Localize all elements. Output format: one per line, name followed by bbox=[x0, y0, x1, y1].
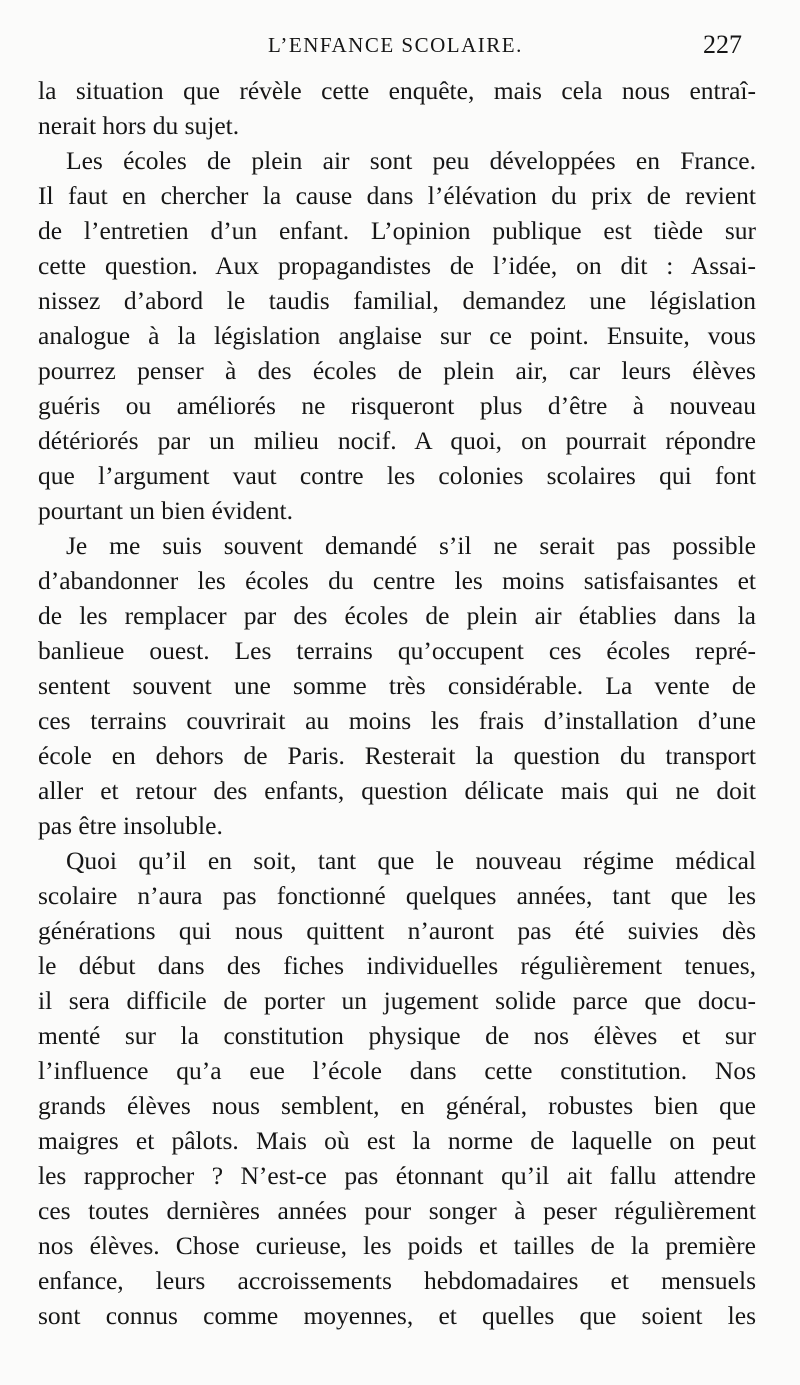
text-line: nissez d’abord le taudis familial, demandez une législation bbox=[38, 286, 756, 315]
text-line: sont connus comme moyennes, et quelles que soient les bbox=[38, 1301, 756, 1330]
paragraph-start-line: Les écoles de plein air sont peu développées en France. bbox=[66, 146, 756, 175]
text-line: pourrez penser à des écoles de plein air, car leurs élèves bbox=[38, 356, 756, 385]
text-line: cette question. Aux propagandistes de l’idée, on dit : Assai- bbox=[38, 251, 756, 280]
paragraph-start-line: Quoi qu’il en soit, tant que le nouveau régime médical bbox=[66, 846, 756, 875]
text-line: générations qui nous quittent n’auront pas été suivies dès bbox=[38, 916, 756, 945]
text-line: scolaire n’aura pas fonctionné quelques années, tant que les bbox=[38, 881, 756, 910]
text-line: la situation que révèle cette enquête, mais cela nous entraî- bbox=[38, 76, 756, 105]
running-title: L’ENFANCE SCOLAIRE. bbox=[268, 33, 523, 57]
text-line: ces toutes dernières années pour songer à peser régulièrement bbox=[38, 1196, 756, 1225]
text-line: analogue à la législation anglaise sur ce point. Ensuite, vous bbox=[38, 321, 756, 350]
text-line: les rapprocher ? N’est-ce pas étonnant qu’il ait fallu attendre bbox=[38, 1161, 756, 1190]
running-header bbox=[0, 30, 800, 64]
text-line: aller et retour des enfants, question délicate mais qui ne doit bbox=[38, 776, 756, 805]
text-line: le début dans des fiches individuelles régulièrement tenues, bbox=[38, 951, 756, 980]
text-line: l’influence qu’a eue l’école dans cette constitution. Nos bbox=[38, 1056, 756, 1085]
text-line: de l’entretien d’un enfant. L’opinion publique est tiède sur bbox=[38, 216, 756, 245]
text-line: menté sur la constitution physique de nos élèves et sur bbox=[38, 1021, 756, 1050]
text-line: guéris ou améliorés ne risqueront plus d’être à nouveau bbox=[38, 391, 756, 420]
text-line: grands élèves nous semblent, en général, robustes bien que bbox=[38, 1091, 756, 1120]
text-line: pourtant un bien évident. bbox=[38, 496, 293, 525]
text-line: ces terrains couvrirait au moins les frais d’installation d’une bbox=[38, 706, 756, 735]
text-line: nerait hors du sujet. bbox=[38, 111, 240, 140]
text-line: Il faut en chercher la cause dans l’élévation du prix de revient bbox=[38, 181, 756, 210]
text-line: de les remplacer par des écoles de plein air établies dans la bbox=[38, 601, 756, 630]
page-number: 227 bbox=[703, 30, 742, 59]
paragraph-start-line: Je me suis souvent demandé s’il ne serait pas possible bbox=[66, 531, 756, 560]
text-line: d’abandonner les écoles du centre les moins satisfaisantes et bbox=[38, 566, 756, 595]
body-text bbox=[38, 73, 756, 1333]
text-line: sentent souvent une somme très considérable. La vente de bbox=[38, 671, 756, 700]
text-line: pas être insoluble. bbox=[38, 811, 223, 840]
text-line: école en dehors de Paris. Resterait la question du transport bbox=[38, 741, 756, 770]
text-line: nos élèves. Chose curieuse, les poids et tailles de la première bbox=[38, 1231, 756, 1260]
text-line: que l’argument vaut contre les colonies scolaires qui font bbox=[38, 461, 756, 490]
text-line: détériorés par un milieu nocif. A quoi, on pourrait répondre bbox=[38, 426, 756, 455]
text-line: il sera difficile de porter un jugement solide parce que docu- bbox=[38, 986, 756, 1015]
text-line: maigres et pâlots. Mais où est la norme de laquelle on peut bbox=[38, 1126, 756, 1155]
text-line: banlieue ouest. Les terrains qu’occupent ces écoles repré- bbox=[38, 636, 756, 665]
text-line: enfance, leurs accroissements hebdomadaires et mensuels bbox=[38, 1266, 756, 1295]
